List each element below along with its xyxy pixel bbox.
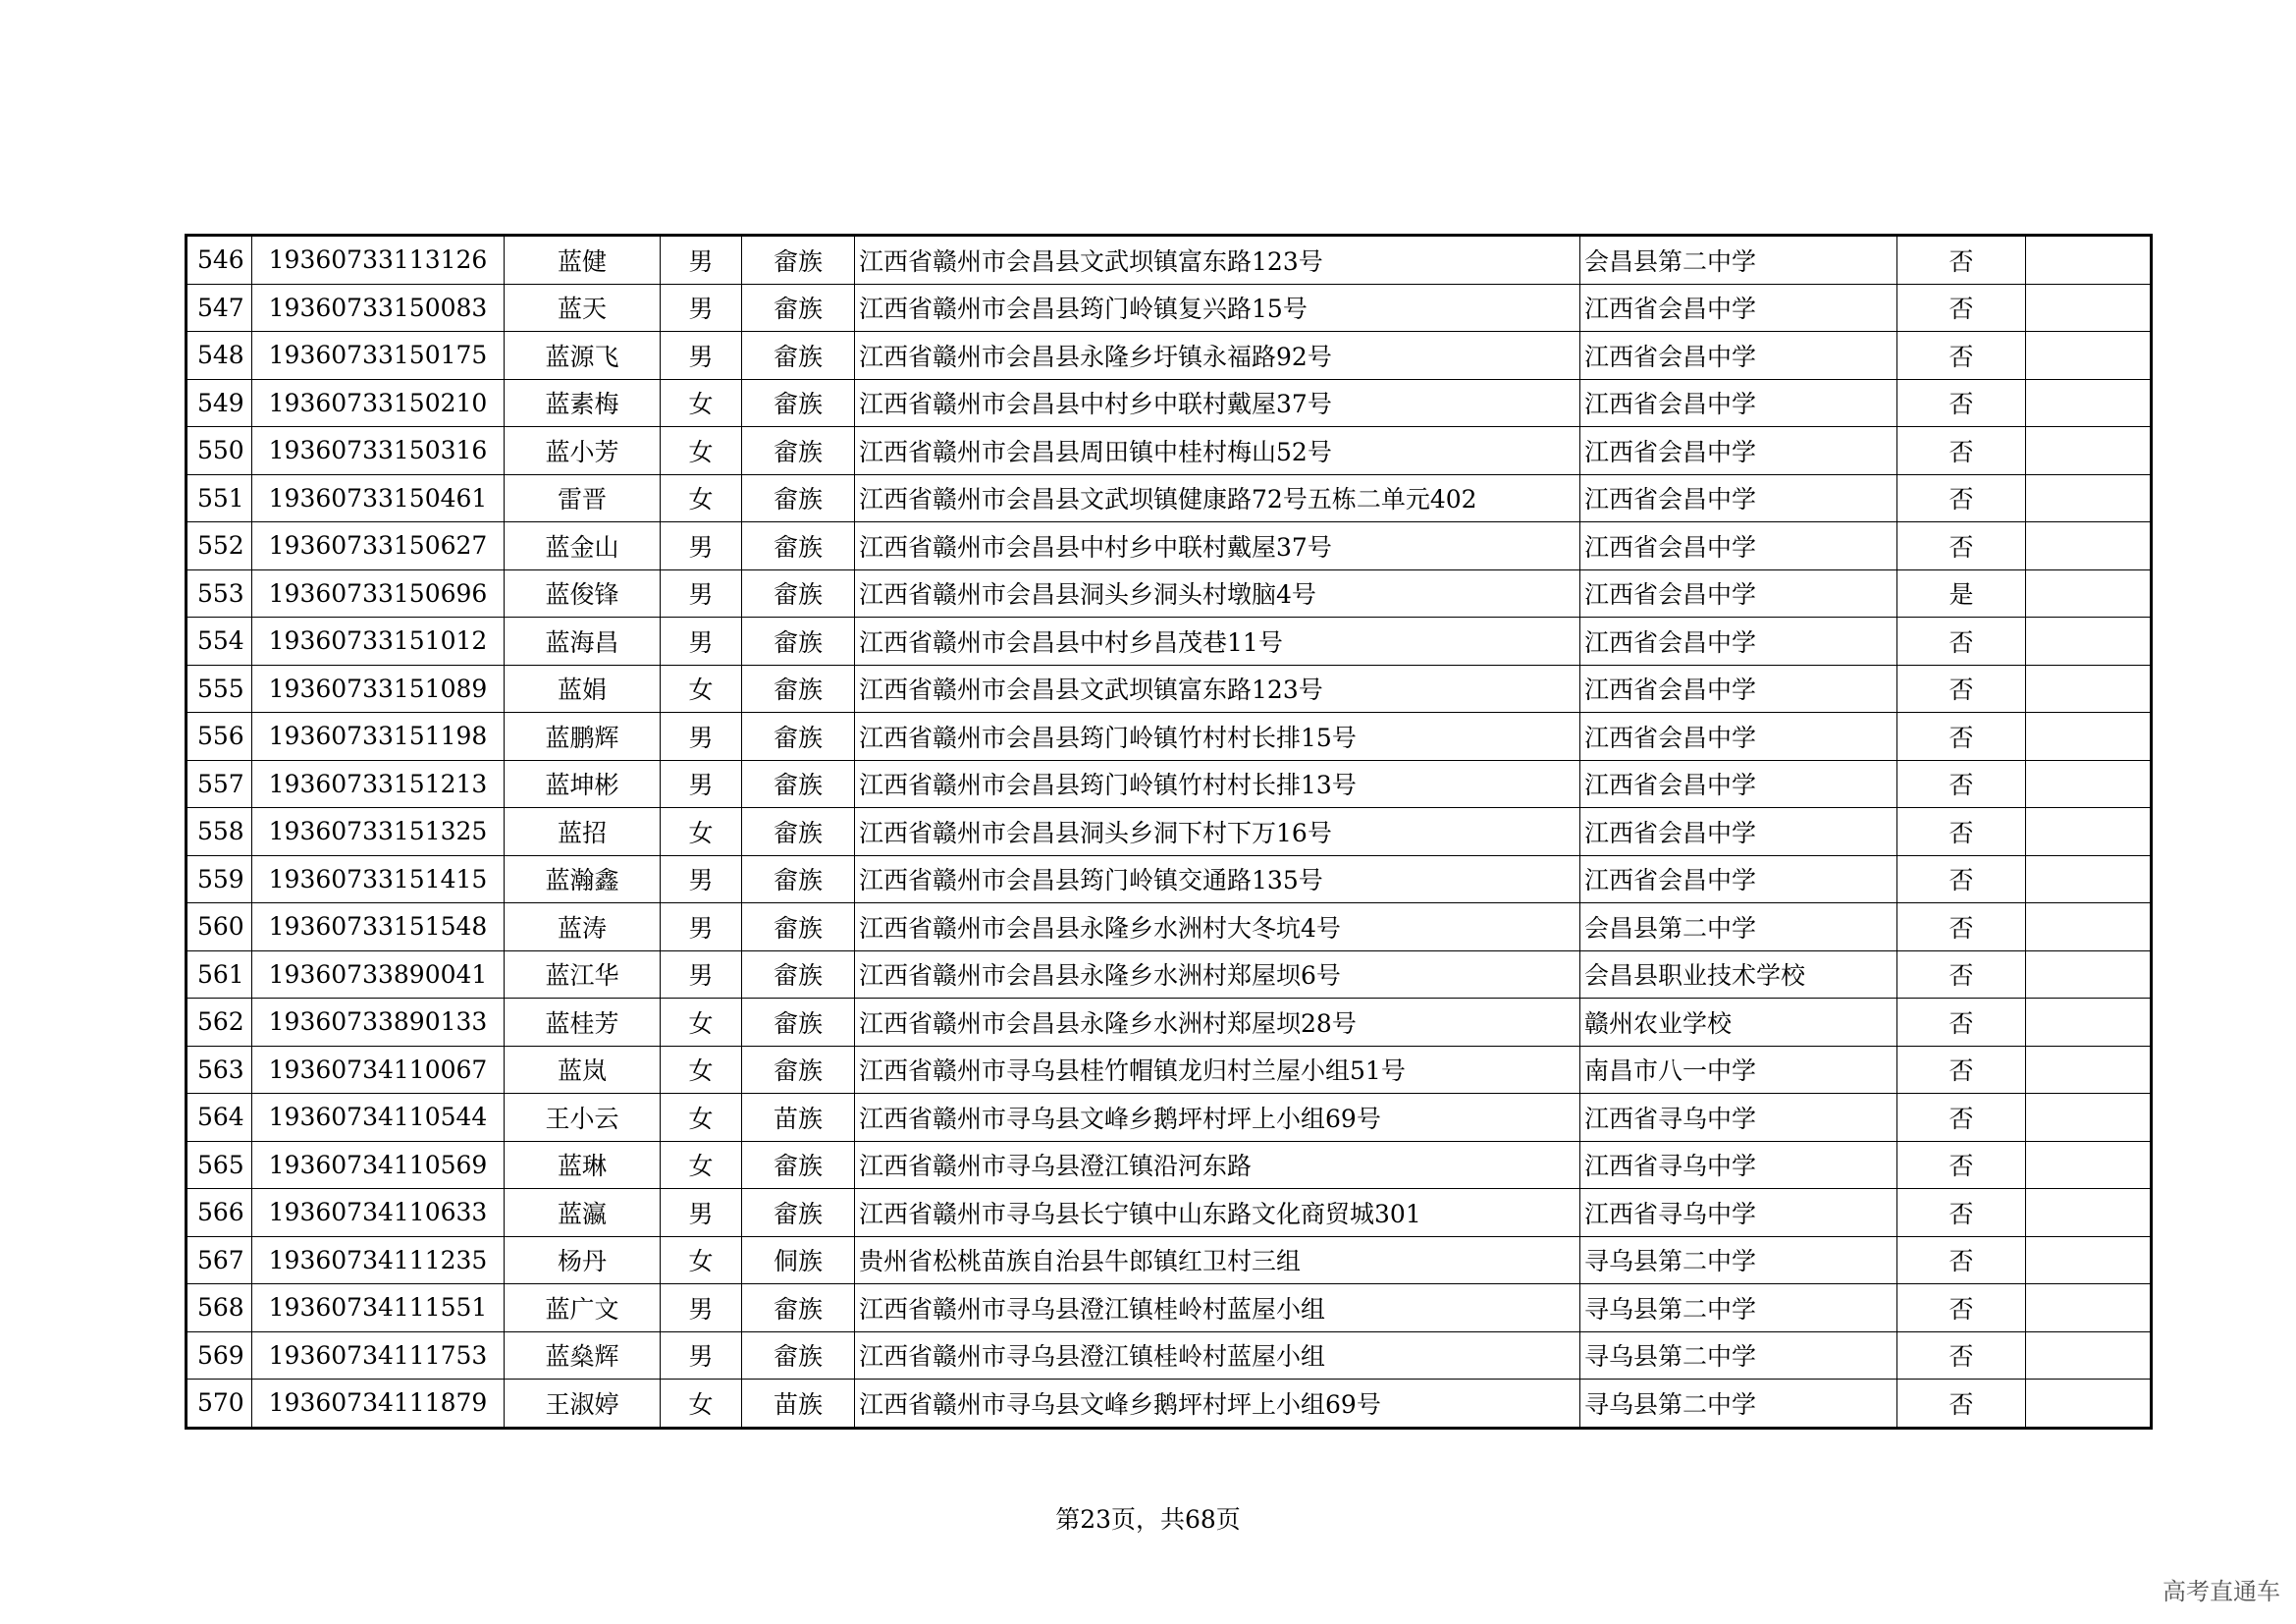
flag-cell: 否 bbox=[1897, 760, 2026, 808]
ethnicity-cell: 畲族 bbox=[742, 379, 855, 427]
ethnicity-cell: 畲族 bbox=[742, 569, 855, 618]
seq-cell: 548 bbox=[187, 332, 252, 380]
table-row bbox=[187, 1380, 2152, 1429]
remark-cell bbox=[2026, 1284, 2152, 1332]
gender-cell: 男 bbox=[661, 569, 742, 618]
gender-cell: 女 bbox=[661, 427, 742, 475]
school-cell: 寻乌县第二中学 bbox=[1580, 1331, 1897, 1380]
gender-cell: 男 bbox=[661, 1331, 742, 1380]
school-cell: 江西省会昌中学 bbox=[1580, 427, 1897, 475]
exam-id-cell: 19360734111551 bbox=[252, 1284, 505, 1332]
school-cell: 江西省会昌中学 bbox=[1580, 713, 1897, 761]
flag-cell: 否 bbox=[1897, 474, 2026, 522]
address-cell: 江西省赣州市会昌县洞头乡洞头村墩脑4号 bbox=[855, 569, 1580, 618]
ethnicity-cell: 畲族 bbox=[742, 999, 855, 1047]
name-cell: 杨丹 bbox=[505, 1236, 661, 1284]
remark-cell bbox=[2026, 1046, 2152, 1094]
address-cell: 江西省赣州市会昌县中村乡昌茂巷11号 bbox=[855, 618, 1580, 666]
name-cell: 蓝素梅 bbox=[505, 379, 661, 427]
remark-cell bbox=[2026, 665, 2152, 713]
flag-cell: 否 bbox=[1897, 713, 2026, 761]
name-cell: 蓝涛 bbox=[505, 903, 661, 951]
gender-cell: 男 bbox=[661, 1284, 742, 1332]
flag-cell: 否 bbox=[1897, 284, 2026, 332]
gender-cell: 男 bbox=[661, 618, 742, 666]
remark-cell bbox=[2026, 1380, 2152, 1429]
table-row bbox=[187, 618, 2152, 666]
table-row bbox=[187, 1046, 2152, 1094]
exam-id-cell: 19360733113126 bbox=[252, 236, 505, 285]
name-cell: 蓝坤彬 bbox=[505, 760, 661, 808]
address-cell: 江西省赣州市会昌县永隆乡水洲村郑屋坝6号 bbox=[855, 950, 1580, 999]
address-cell: 江西省赣州市会昌县文武坝镇富东路123号 bbox=[855, 236, 1580, 285]
name-cell: 蓝小芳 bbox=[505, 427, 661, 475]
remark-cell bbox=[2026, 522, 2152, 570]
gender-cell: 女 bbox=[661, 1046, 742, 1094]
remark-cell bbox=[2026, 713, 2152, 761]
remark-cell bbox=[2026, 903, 2152, 951]
school-cell: 江西省会昌中学 bbox=[1580, 760, 1897, 808]
gender-cell: 男 bbox=[661, 522, 742, 570]
exam-id-cell: 19360733150175 bbox=[252, 332, 505, 380]
remark-cell bbox=[2026, 332, 2152, 380]
seq-cell: 549 bbox=[187, 379, 252, 427]
ethnicity-cell: 畲族 bbox=[742, 1189, 855, 1237]
remark-cell bbox=[2026, 474, 2152, 522]
flag-cell: 否 bbox=[1897, 999, 2026, 1047]
school-cell: 江西省会昌中学 bbox=[1580, 855, 1897, 903]
table-row bbox=[187, 427, 2152, 475]
exam-id-cell: 19360734110067 bbox=[252, 1046, 505, 1094]
gender-cell: 男 bbox=[661, 903, 742, 951]
school-cell: 江西省会昌中学 bbox=[1580, 522, 1897, 570]
name-cell: 王淑婷 bbox=[505, 1380, 661, 1429]
flag-cell: 否 bbox=[1897, 1284, 2026, 1332]
table-row bbox=[187, 713, 2152, 761]
exam-id-cell: 19360733151325 bbox=[252, 808, 505, 856]
name-cell: 蓝岚 bbox=[505, 1046, 661, 1094]
school-cell: 寻乌县第二中学 bbox=[1580, 1284, 1897, 1332]
name-cell: 蓝鹏辉 bbox=[505, 713, 661, 761]
ethnicity-cell: 畲族 bbox=[742, 855, 855, 903]
address-cell: 江西省赣州市会昌县永隆乡圩镇永福路92号 bbox=[855, 332, 1580, 380]
seq-cell: 569 bbox=[187, 1331, 252, 1380]
exam-id-cell: 19360733150316 bbox=[252, 427, 505, 475]
gender-cell: 男 bbox=[661, 236, 742, 285]
table-row bbox=[187, 760, 2152, 808]
seq-cell: 557 bbox=[187, 760, 252, 808]
name-cell: 蓝江华 bbox=[505, 950, 661, 999]
seq-cell: 567 bbox=[187, 1236, 252, 1284]
remark-cell bbox=[2026, 1141, 2152, 1189]
ethnicity-cell: 畲族 bbox=[742, 1046, 855, 1094]
flag-cell: 否 bbox=[1897, 618, 2026, 666]
ethnicity-cell: 畲族 bbox=[742, 1141, 855, 1189]
ethnicity-cell: 畲族 bbox=[742, 332, 855, 380]
school-cell: 会昌县第二中学 bbox=[1580, 903, 1897, 951]
school-cell: 寻乌县第二中学 bbox=[1580, 1236, 1897, 1284]
name-cell: 蓝金山 bbox=[505, 522, 661, 570]
exam-id-cell: 19360733150461 bbox=[252, 474, 505, 522]
gender-cell: 女 bbox=[661, 665, 742, 713]
seq-cell: 558 bbox=[187, 808, 252, 856]
school-cell: 江西省寻乌中学 bbox=[1580, 1141, 1897, 1189]
exam-id-cell: 19360734110569 bbox=[252, 1141, 505, 1189]
remark-cell bbox=[2026, 236, 2152, 285]
page-number: 第23页，共68页 bbox=[1055, 1505, 1241, 1534]
flag-cell: 否 bbox=[1897, 950, 2026, 999]
gender-cell: 女 bbox=[661, 474, 742, 522]
name-cell: 蓝瀚鑫 bbox=[505, 855, 661, 903]
table-row bbox=[187, 284, 2152, 332]
address-cell: 江西省赣州市会昌县筠门岭镇竹村村长排15号 bbox=[855, 713, 1580, 761]
ethnicity-cell: 畲族 bbox=[742, 950, 855, 999]
name-cell: 蓝桂芳 bbox=[505, 999, 661, 1047]
gender-cell: 男 bbox=[661, 855, 742, 903]
table-row bbox=[187, 332, 2152, 380]
address-cell: 江西省赣州市寻乌县澄江镇桂岭村蓝屋小组 bbox=[855, 1331, 1580, 1380]
exam-id-cell: 19360733150696 bbox=[252, 569, 505, 618]
exam-id-cell: 19360733151089 bbox=[252, 665, 505, 713]
address-cell: 江西省赣州市会昌县永隆乡水洲村大冬坑4号 bbox=[855, 903, 1580, 951]
school-cell: 江西省会昌中学 bbox=[1580, 665, 1897, 713]
ethnicity-cell: 畲族 bbox=[742, 1331, 855, 1380]
ethnicity-cell: 畲族 bbox=[742, 522, 855, 570]
table-row bbox=[187, 665, 2152, 713]
table-row bbox=[187, 1094, 2152, 1142]
name-cell: 蓝燊辉 bbox=[505, 1331, 661, 1380]
address-cell: 江西省赣州市会昌县周田镇中桂村梅山52号 bbox=[855, 427, 1580, 475]
exam-id-cell: 19360734111235 bbox=[252, 1236, 505, 1284]
remark-cell bbox=[2026, 999, 2152, 1047]
remark-cell bbox=[2026, 1331, 2152, 1380]
flag-cell: 否 bbox=[1897, 379, 2026, 427]
seq-cell: 559 bbox=[187, 855, 252, 903]
name-cell: 蓝健 bbox=[505, 236, 661, 285]
school-cell: 江西省会昌中学 bbox=[1580, 379, 1897, 427]
flag-cell: 否 bbox=[1897, 1094, 2026, 1142]
exam-id-cell: 19360734111879 bbox=[252, 1380, 505, 1429]
address-cell: 江西省赣州市会昌县中村乡中联村戴屋37号 bbox=[855, 522, 1580, 570]
seq-cell: 560 bbox=[187, 903, 252, 951]
remark-cell bbox=[2026, 855, 2152, 903]
table-row bbox=[187, 522, 2152, 570]
school-cell: 江西省会昌中学 bbox=[1580, 808, 1897, 856]
ethnicity-cell: 侗族 bbox=[742, 1236, 855, 1284]
ethnicity-cell: 畲族 bbox=[742, 713, 855, 761]
gender-cell: 男 bbox=[661, 1189, 742, 1237]
flag-cell: 是 bbox=[1897, 569, 2026, 618]
name-cell: 蓝广文 bbox=[505, 1284, 661, 1332]
flag-cell: 否 bbox=[1897, 236, 2026, 285]
address-cell: 江西省赣州市会昌县筠门岭镇竹村村长排13号 bbox=[855, 760, 1580, 808]
remark-cell bbox=[2026, 427, 2152, 475]
seq-cell: 551 bbox=[187, 474, 252, 522]
table-row bbox=[187, 569, 2152, 618]
seq-cell: 553 bbox=[187, 569, 252, 618]
ethnicity-cell: 苗族 bbox=[742, 1380, 855, 1429]
exam-id-cell: 19360733150083 bbox=[252, 284, 505, 332]
gender-cell: 女 bbox=[661, 1380, 742, 1429]
flag-cell: 否 bbox=[1897, 903, 2026, 951]
table-row bbox=[187, 474, 2152, 522]
table-row bbox=[187, 379, 2152, 427]
flag-cell: 否 bbox=[1897, 1331, 2026, 1380]
address-cell: 江西省赣州市寻乌县文峰乡鹅坪村坪上小组69号 bbox=[855, 1094, 1580, 1142]
school-cell: 会昌县职业技术学校 bbox=[1580, 950, 1897, 999]
ethnicity-cell: 畲族 bbox=[742, 474, 855, 522]
school-cell: 江西省会昌中学 bbox=[1580, 569, 1897, 618]
ethnicity-cell: 畲族 bbox=[742, 236, 855, 285]
exam-id-cell: 19360733150210 bbox=[252, 379, 505, 427]
remark-cell bbox=[2026, 760, 2152, 808]
seq-cell: 562 bbox=[187, 999, 252, 1047]
seq-cell: 566 bbox=[187, 1189, 252, 1237]
seq-cell: 561 bbox=[187, 950, 252, 999]
name-cell: 蓝招 bbox=[505, 808, 661, 856]
name-cell: 蓝娟 bbox=[505, 665, 661, 713]
name-cell: 蓝瀛 bbox=[505, 1189, 661, 1237]
remark-cell bbox=[2026, 950, 2152, 999]
remark-cell bbox=[2026, 284, 2152, 332]
school-cell: 江西省会昌中学 bbox=[1580, 284, 1897, 332]
school-cell: 江西省寻乌中学 bbox=[1580, 1189, 1897, 1237]
ethnicity-cell: 畲族 bbox=[742, 665, 855, 713]
school-cell: 江西省寻乌中学 bbox=[1580, 1094, 1897, 1142]
address-cell: 江西省赣州市寻乌县澄江镇桂岭村蓝屋小组 bbox=[855, 1284, 1580, 1332]
roster-body bbox=[187, 236, 2152, 1429]
seq-cell: 555 bbox=[187, 665, 252, 713]
student-roster-table bbox=[185, 234, 2153, 1430]
table-row bbox=[187, 1189, 2152, 1237]
table-row bbox=[187, 1141, 2152, 1189]
ethnicity-cell: 畲族 bbox=[742, 1284, 855, 1332]
name-cell: 蓝海昌 bbox=[505, 618, 661, 666]
ethnicity-cell: 畲族 bbox=[742, 808, 855, 856]
exam-id-cell: 19360733151198 bbox=[252, 713, 505, 761]
remark-cell bbox=[2026, 569, 2152, 618]
gender-cell: 女 bbox=[661, 1094, 742, 1142]
school-cell: 会昌县第二中学 bbox=[1580, 236, 1897, 285]
gender-cell: 女 bbox=[661, 808, 742, 856]
seq-cell: 550 bbox=[187, 427, 252, 475]
gender-cell: 男 bbox=[661, 713, 742, 761]
name-cell: 蓝源飞 bbox=[505, 332, 661, 380]
seq-cell: 564 bbox=[187, 1094, 252, 1142]
flag-cell: 否 bbox=[1897, 665, 2026, 713]
flag-cell: 否 bbox=[1897, 1380, 2026, 1429]
remark-cell bbox=[2026, 808, 2152, 856]
remark-cell bbox=[2026, 379, 2152, 427]
seq-cell: 570 bbox=[187, 1380, 252, 1429]
gender-cell: 男 bbox=[661, 284, 742, 332]
seq-cell: 565 bbox=[187, 1141, 252, 1189]
school-cell: 江西省会昌中学 bbox=[1580, 332, 1897, 380]
table-row bbox=[187, 808, 2152, 856]
ethnicity-cell: 苗族 bbox=[742, 1094, 855, 1142]
flag-cell: 否 bbox=[1897, 1189, 2026, 1237]
seq-cell: 547 bbox=[187, 284, 252, 332]
address-cell: 江西省赣州市会昌县洞头乡洞下村下万16号 bbox=[855, 808, 1580, 856]
table-row bbox=[187, 903, 2152, 951]
ethnicity-cell: 畲族 bbox=[742, 284, 855, 332]
address-cell: 江西省赣州市会昌县永隆乡水洲村郑屋坝28号 bbox=[855, 999, 1580, 1047]
seq-cell: 552 bbox=[187, 522, 252, 570]
remark-cell bbox=[2026, 1189, 2152, 1237]
ethnicity-cell: 畲族 bbox=[742, 427, 855, 475]
address-cell: 江西省赣州市会昌县中村乡中联村戴屋37号 bbox=[855, 379, 1580, 427]
flag-cell: 否 bbox=[1897, 808, 2026, 856]
address-cell: 江西省赣州市寻乌县澄江镇沿河东路 bbox=[855, 1141, 1580, 1189]
flag-cell: 否 bbox=[1897, 855, 2026, 903]
flag-cell: 否 bbox=[1897, 1236, 2026, 1284]
roster-table-container bbox=[185, 234, 2153, 1430]
exam-id-cell: 19360733151213 bbox=[252, 760, 505, 808]
seq-cell: 546 bbox=[187, 236, 252, 285]
address-cell: 江西省赣州市寻乌县文峰乡鹅坪村坪上小组69号 bbox=[855, 1380, 1580, 1429]
gender-cell: 女 bbox=[661, 379, 742, 427]
table-row bbox=[187, 1331, 2152, 1380]
seq-cell: 554 bbox=[187, 618, 252, 666]
table-row bbox=[187, 950, 2152, 999]
ethnicity-cell: 畲族 bbox=[742, 903, 855, 951]
exam-id-cell: 19360734110633 bbox=[252, 1189, 505, 1237]
table-row bbox=[187, 1284, 2152, 1332]
flag-cell: 否 bbox=[1897, 332, 2026, 380]
seq-cell: 568 bbox=[187, 1284, 252, 1332]
ethnicity-cell: 畲族 bbox=[742, 618, 855, 666]
address-cell: 江西省赣州市会昌县筠门岭镇交通路135号 bbox=[855, 855, 1580, 903]
gender-cell: 女 bbox=[661, 1141, 742, 1189]
address-cell: 江西省赣州市会昌县文武坝镇健康路72号五栋二单元402 bbox=[855, 474, 1580, 522]
school-cell: 南昌市八一中学 bbox=[1580, 1046, 1897, 1094]
flag-cell: 否 bbox=[1897, 1141, 2026, 1189]
school-cell: 寻乌县第二中学 bbox=[1580, 1380, 1897, 1429]
ethnicity-cell: 畲族 bbox=[742, 760, 855, 808]
exam-id-cell: 19360733151548 bbox=[252, 903, 505, 951]
exam-id-cell: 19360733150627 bbox=[252, 522, 505, 570]
exam-id-cell: 19360734111753 bbox=[252, 1331, 505, 1380]
exam-id-cell: 19360733151012 bbox=[252, 618, 505, 666]
flag-cell: 否 bbox=[1897, 427, 2026, 475]
exam-id-cell: 19360733890133 bbox=[252, 999, 505, 1047]
table-row bbox=[187, 1236, 2152, 1284]
address-cell: 江西省赣州市会昌县筠门岭镇复兴路15号 bbox=[855, 284, 1580, 332]
name-cell: 蓝俊锋 bbox=[505, 569, 661, 618]
table-row bbox=[187, 855, 2152, 903]
gender-cell: 女 bbox=[661, 999, 742, 1047]
name-cell: 蓝琳 bbox=[505, 1141, 661, 1189]
exam-id-cell: 19360734110544 bbox=[252, 1094, 505, 1142]
address-cell: 江西省赣州市会昌县文武坝镇富东路123号 bbox=[855, 665, 1580, 713]
name-cell: 蓝天 bbox=[505, 284, 661, 332]
name-cell: 雷晋 bbox=[505, 474, 661, 522]
name-cell: 王小云 bbox=[505, 1094, 661, 1142]
address-cell: 贵州省松桃苗族自治县牛郎镇红卫村三组 bbox=[855, 1236, 1580, 1284]
flag-cell: 否 bbox=[1897, 1046, 2026, 1094]
school-cell: 赣州农业学校 bbox=[1580, 999, 1897, 1047]
table-row bbox=[187, 236, 2152, 285]
seq-cell: 556 bbox=[187, 713, 252, 761]
school-cell: 江西省会昌中学 bbox=[1580, 618, 1897, 666]
gender-cell: 男 bbox=[661, 760, 742, 808]
remark-cell bbox=[2026, 1094, 2152, 1142]
table-row bbox=[187, 999, 2152, 1047]
school-cell: 江西省会昌中学 bbox=[1580, 474, 1897, 522]
remark-cell bbox=[2026, 618, 2152, 666]
exam-id-cell: 19360733151415 bbox=[252, 855, 505, 903]
exam-id-cell: 19360733890041 bbox=[252, 950, 505, 999]
gender-cell: 男 bbox=[661, 332, 742, 380]
seq-cell: 563 bbox=[187, 1046, 252, 1094]
address-cell: 江西省赣州市寻乌县桂竹帽镇龙归村兰屋小组51号 bbox=[855, 1046, 1580, 1094]
watermark-logo-text: 高考直通车 bbox=[2163, 1578, 2280, 1605]
address-cell: 江西省赣州市寻乌县长宁镇中山东路文化商贸城301 bbox=[855, 1189, 1580, 1237]
gender-cell: 男 bbox=[661, 950, 742, 999]
flag-cell: 否 bbox=[1897, 522, 2026, 570]
gender-cell: 女 bbox=[661, 1236, 742, 1284]
remark-cell bbox=[2026, 1236, 2152, 1284]
